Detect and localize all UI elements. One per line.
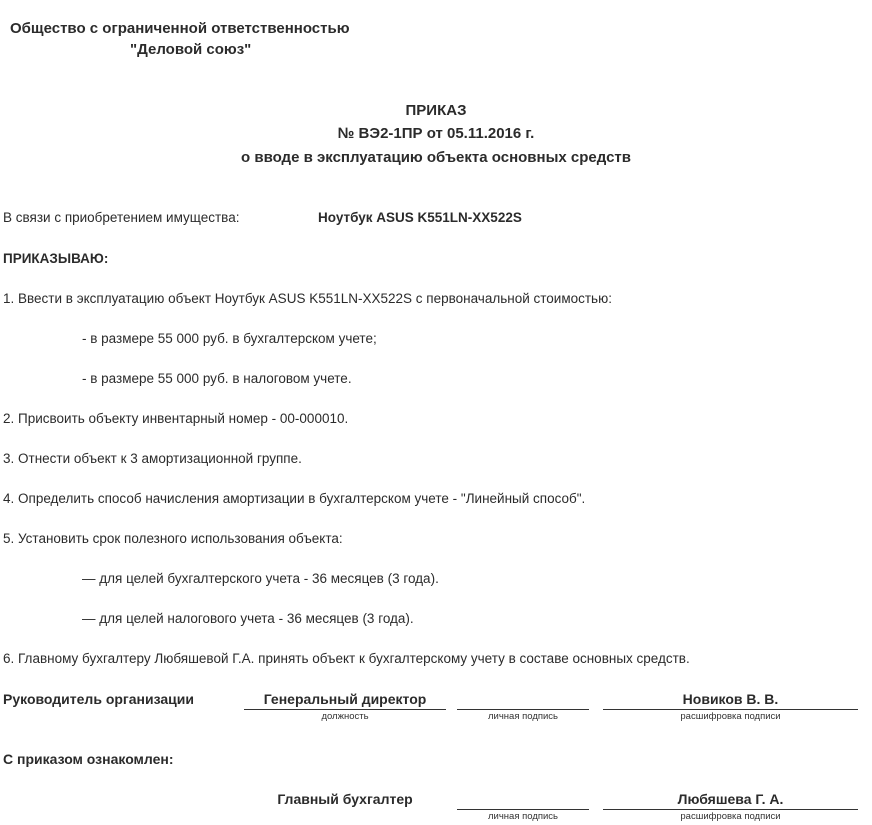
paragraph-1b: - в размере 55 000 руб. в налоговом учете.: [82, 371, 352, 386]
document-subject: о вводе в эксплуатацию объекта основных средств: [241, 149, 631, 166]
paragraph-2: 2. Присвоить объекту инвентарный номер - 00-000010.: [3, 411, 349, 426]
order-word: ПРИКАЗЫВАЮ:: [3, 251, 109, 266]
org-name-line2: "Деловой союз": [130, 41, 252, 58]
paragraph-6: 6. Главному бухгалтеру Любяшевой Г.А. принять объект к бухгалтерскому учету в составе основных средств.: [3, 651, 690, 666]
ack-label: С приказом ознакомлен:: [3, 751, 174, 767]
paragraph-3: 3. Отнести объект к 3 амортизационной группе.: [3, 451, 302, 466]
paragraph-5: 5. Установить срок полезного использования объекта:: [3, 531, 343, 546]
head-position-line: [244, 709, 446, 710]
head-position: Генеральный директор: [263, 691, 427, 707]
paragraph-4: 4. Определить способ начисления амортизации в бухгалтерском учете - "Линейный способ".: [3, 491, 586, 506]
head-signature-line: [457, 709, 589, 710]
paragraph-5a: — для целей бухгалтерского учета - 36 месяцев (3 года).: [82, 571, 439, 586]
reason-value: Ноутбук ASUS K551LN-XX522S: [318, 210, 522, 225]
accountant-signature-line: [457, 809, 589, 810]
document-number: № ВЭ2-1ПР от 05.11.2016 г.: [337, 125, 535, 142]
head-name-caption: расшифровка подписи: [680, 711, 781, 722]
accountant-name-caption: расшифровка подписи: [680, 811, 781, 822]
accountant-name: Любяшева Г. А.: [677, 791, 784, 807]
head-signature-caption: личная подпись: [487, 711, 559, 722]
accountant-name-line: [603, 809, 858, 810]
reason-label: В связи с приобретением имущества:: [3, 210, 240, 225]
head-position-caption: должность: [321, 711, 369, 722]
paragraph-1: 1. Ввести в эксплуатацию объект Ноутбук ASUS K551LN-XX522S с первоначальной стоимостью:: [3, 291, 612, 306]
org-name-line1: Общество с ограниченной ответственностью: [10, 20, 350, 37]
accountant-signature-caption: личная подпись: [487, 811, 559, 822]
paragraph-5b: — для целей налогового учета - 36 месяцев (3 года).: [82, 611, 414, 626]
paragraph-1a: - в размере 55 000 руб. в бухгалтерском учете;: [82, 331, 377, 346]
head-label: Руководитель организации: [3, 691, 194, 707]
accountant-position: Главный бухгалтер: [277, 791, 413, 807]
head-name: Новиков В. В.: [682, 691, 779, 707]
head-name-line: [603, 709, 858, 710]
document-title: ПРИКАЗ: [405, 102, 467, 119]
